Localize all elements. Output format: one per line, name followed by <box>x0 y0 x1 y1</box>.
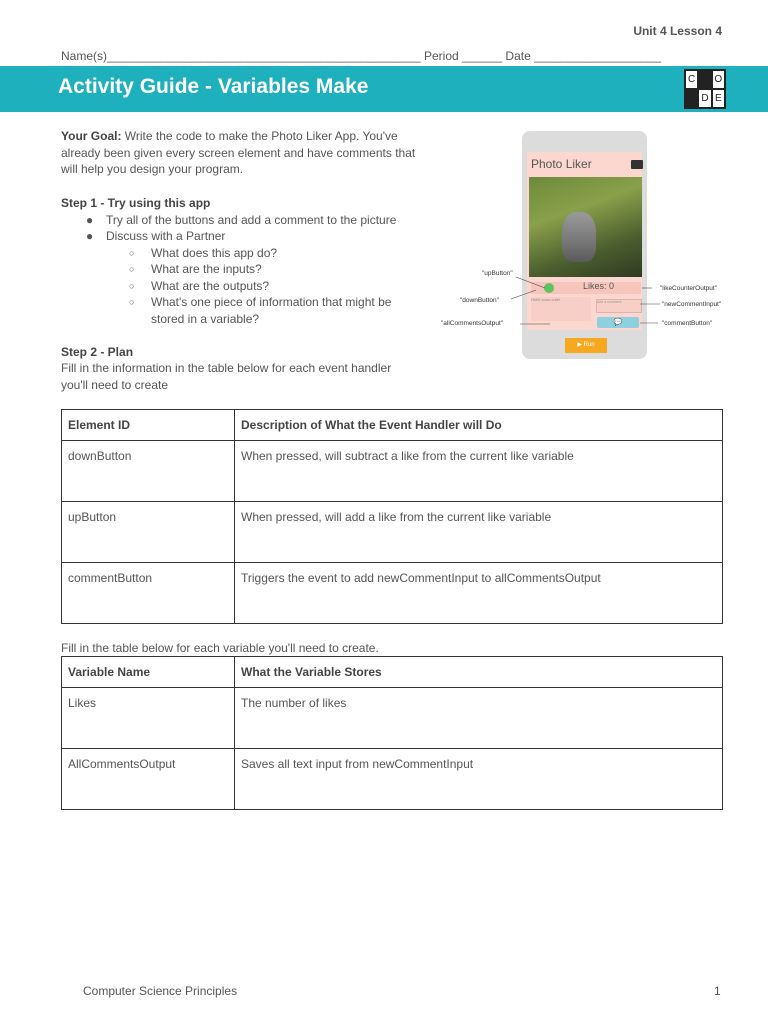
label-commentbutton: "commentButton" <box>662 320 713 327</box>
code-org-logo <box>684 69 726 109</box>
logo-letter-e: E <box>713 90 724 107</box>
table-row <box>62 502 723 563</box>
table-row <box>62 688 723 749</box>
step1-bullet <box>86 212 397 229</box>
page-number: 1 <box>714 984 721 998</box>
goal-paragraph <box>61 128 421 178</box>
step2-heading: Step 2 - Plan <box>61 345 134 359</box>
table-header-row <box>62 657 723 688</box>
all-comments-output: OMG sooo cute! <box>531 297 591 321</box>
camera-icon <box>631 160 643 169</box>
sub-bullet-text: What's one piece of information that might be stored in a variable? <box>151 295 392 326</box>
header-element-id: Element ID <box>62 410 235 441</box>
cell-description: When pressed, will subtract a like from the current like variable <box>235 441 723 502</box>
table-header-row <box>62 410 723 441</box>
event-handler-table <box>61 409 723 624</box>
variable-table <box>61 656 723 810</box>
comment-button[interactable]: 💬 <box>597 317 639 328</box>
logo-blank <box>699 71 710 88</box>
cell-element-id: commentButton <box>62 563 235 624</box>
step1-sub-bullet <box>129 294 421 327</box>
label-upbutton: "upButton" <box>482 270 513 277</box>
page-title: Activity Guide - Variables Make <box>58 75 369 98</box>
logo-letter-c: C <box>686 71 697 88</box>
run-button[interactable]: ▶ Run <box>565 338 607 353</box>
label-likecounteroutput: "likeCounterOutput" <box>660 285 718 292</box>
header-description: Description of What the Event Handler will Do <box>235 410 723 441</box>
cell-element-id: downButton <box>62 441 235 502</box>
step1-sub-bullet <box>129 261 262 278</box>
down-callout-line <box>511 290 536 299</box>
like-counter-output: Likes: 0 <box>583 281 615 291</box>
table-row <box>62 441 723 502</box>
cell-description: Triggers the event to add newCommentInput to allCommentsOutput <box>235 563 723 624</box>
name-period-date-line: Name(s)_______________________________________________ Period ______ Date ___________________ <box>61 49 661 63</box>
goal-text: Write the code to make the Photo Liker App. You've already been given every screen element and have comments that will help you design your program. <box>61 129 416 176</box>
cell-variable-name: AllCommentsOutput <box>62 749 235 810</box>
bullet-dot: ● <box>86 229 94 243</box>
label-downbutton: "downButton" <box>460 297 499 304</box>
app-title: Photo Liker <box>531 157 592 171</box>
footer-course: Computer Science Principles <box>83 984 238 998</box>
sub-bullet-circle: ○ <box>129 281 135 291</box>
logo-blank <box>686 90 697 107</box>
step1-sub-bullet <box>129 278 270 295</box>
logo-letter-o: O <box>713 71 724 88</box>
step1-sub-bullet <box>129 245 278 262</box>
goal-label: Your Goal: <box>61 129 122 143</box>
kitten-figure <box>562 212 596 262</box>
label-newcommentinput: "newCommentInput" <box>662 301 722 308</box>
step2-text: Fill in the information in the table below for each event handler you'll need to create <box>61 361 392 392</box>
table-row <box>62 563 723 624</box>
unit-lesson-label: Unit 4 Lesson 4 <box>633 24 722 38</box>
sub-bullet-circle: ○ <box>129 297 135 307</box>
sub-bullet-circle: ○ <box>129 248 135 258</box>
sub-bullet-text: What are the inputs? <box>151 262 262 276</box>
label-allcommentsoutput: "allCommentsOutput" <box>441 320 504 327</box>
bullet-text: Try all of the buttons and add a comment to the picture <box>106 213 397 227</box>
step1-heading: Step 1 - Try using this app <box>61 196 211 210</box>
bullet-text: Discuss with a Partner <box>106 229 226 243</box>
logo-letter-d: D <box>699 90 710 107</box>
header-variable-stores: What the Variable Stores <box>235 657 723 688</box>
step1-bullet <box>86 228 226 245</box>
cell-variable-name: Likes <box>62 688 235 749</box>
up-callout-line <box>516 277 545 288</box>
cell-variable-stores: Saves all text input from newCommentInput <box>235 749 723 810</box>
bullet-dot: ● <box>86 213 94 227</box>
new-comment-input[interactable]: Add a comment <box>596 299 642 313</box>
cell-variable-stores: The number of likes <box>235 688 723 749</box>
sub-bullet-text: What does this app do? <box>151 246 278 260</box>
variable-table-intro: Fill in the table below for each variable you'll need to create. <box>61 641 379 655</box>
sub-bullet-text: What are the outputs? <box>151 279 270 293</box>
sub-bullet-circle: ○ <box>129 264 135 274</box>
header-variable-name: Variable Name <box>62 657 235 688</box>
cell-description: When pressed, will add a like from the current like variable <box>235 502 723 563</box>
cell-element-id: upButton <box>62 502 235 563</box>
table-row <box>62 749 723 810</box>
